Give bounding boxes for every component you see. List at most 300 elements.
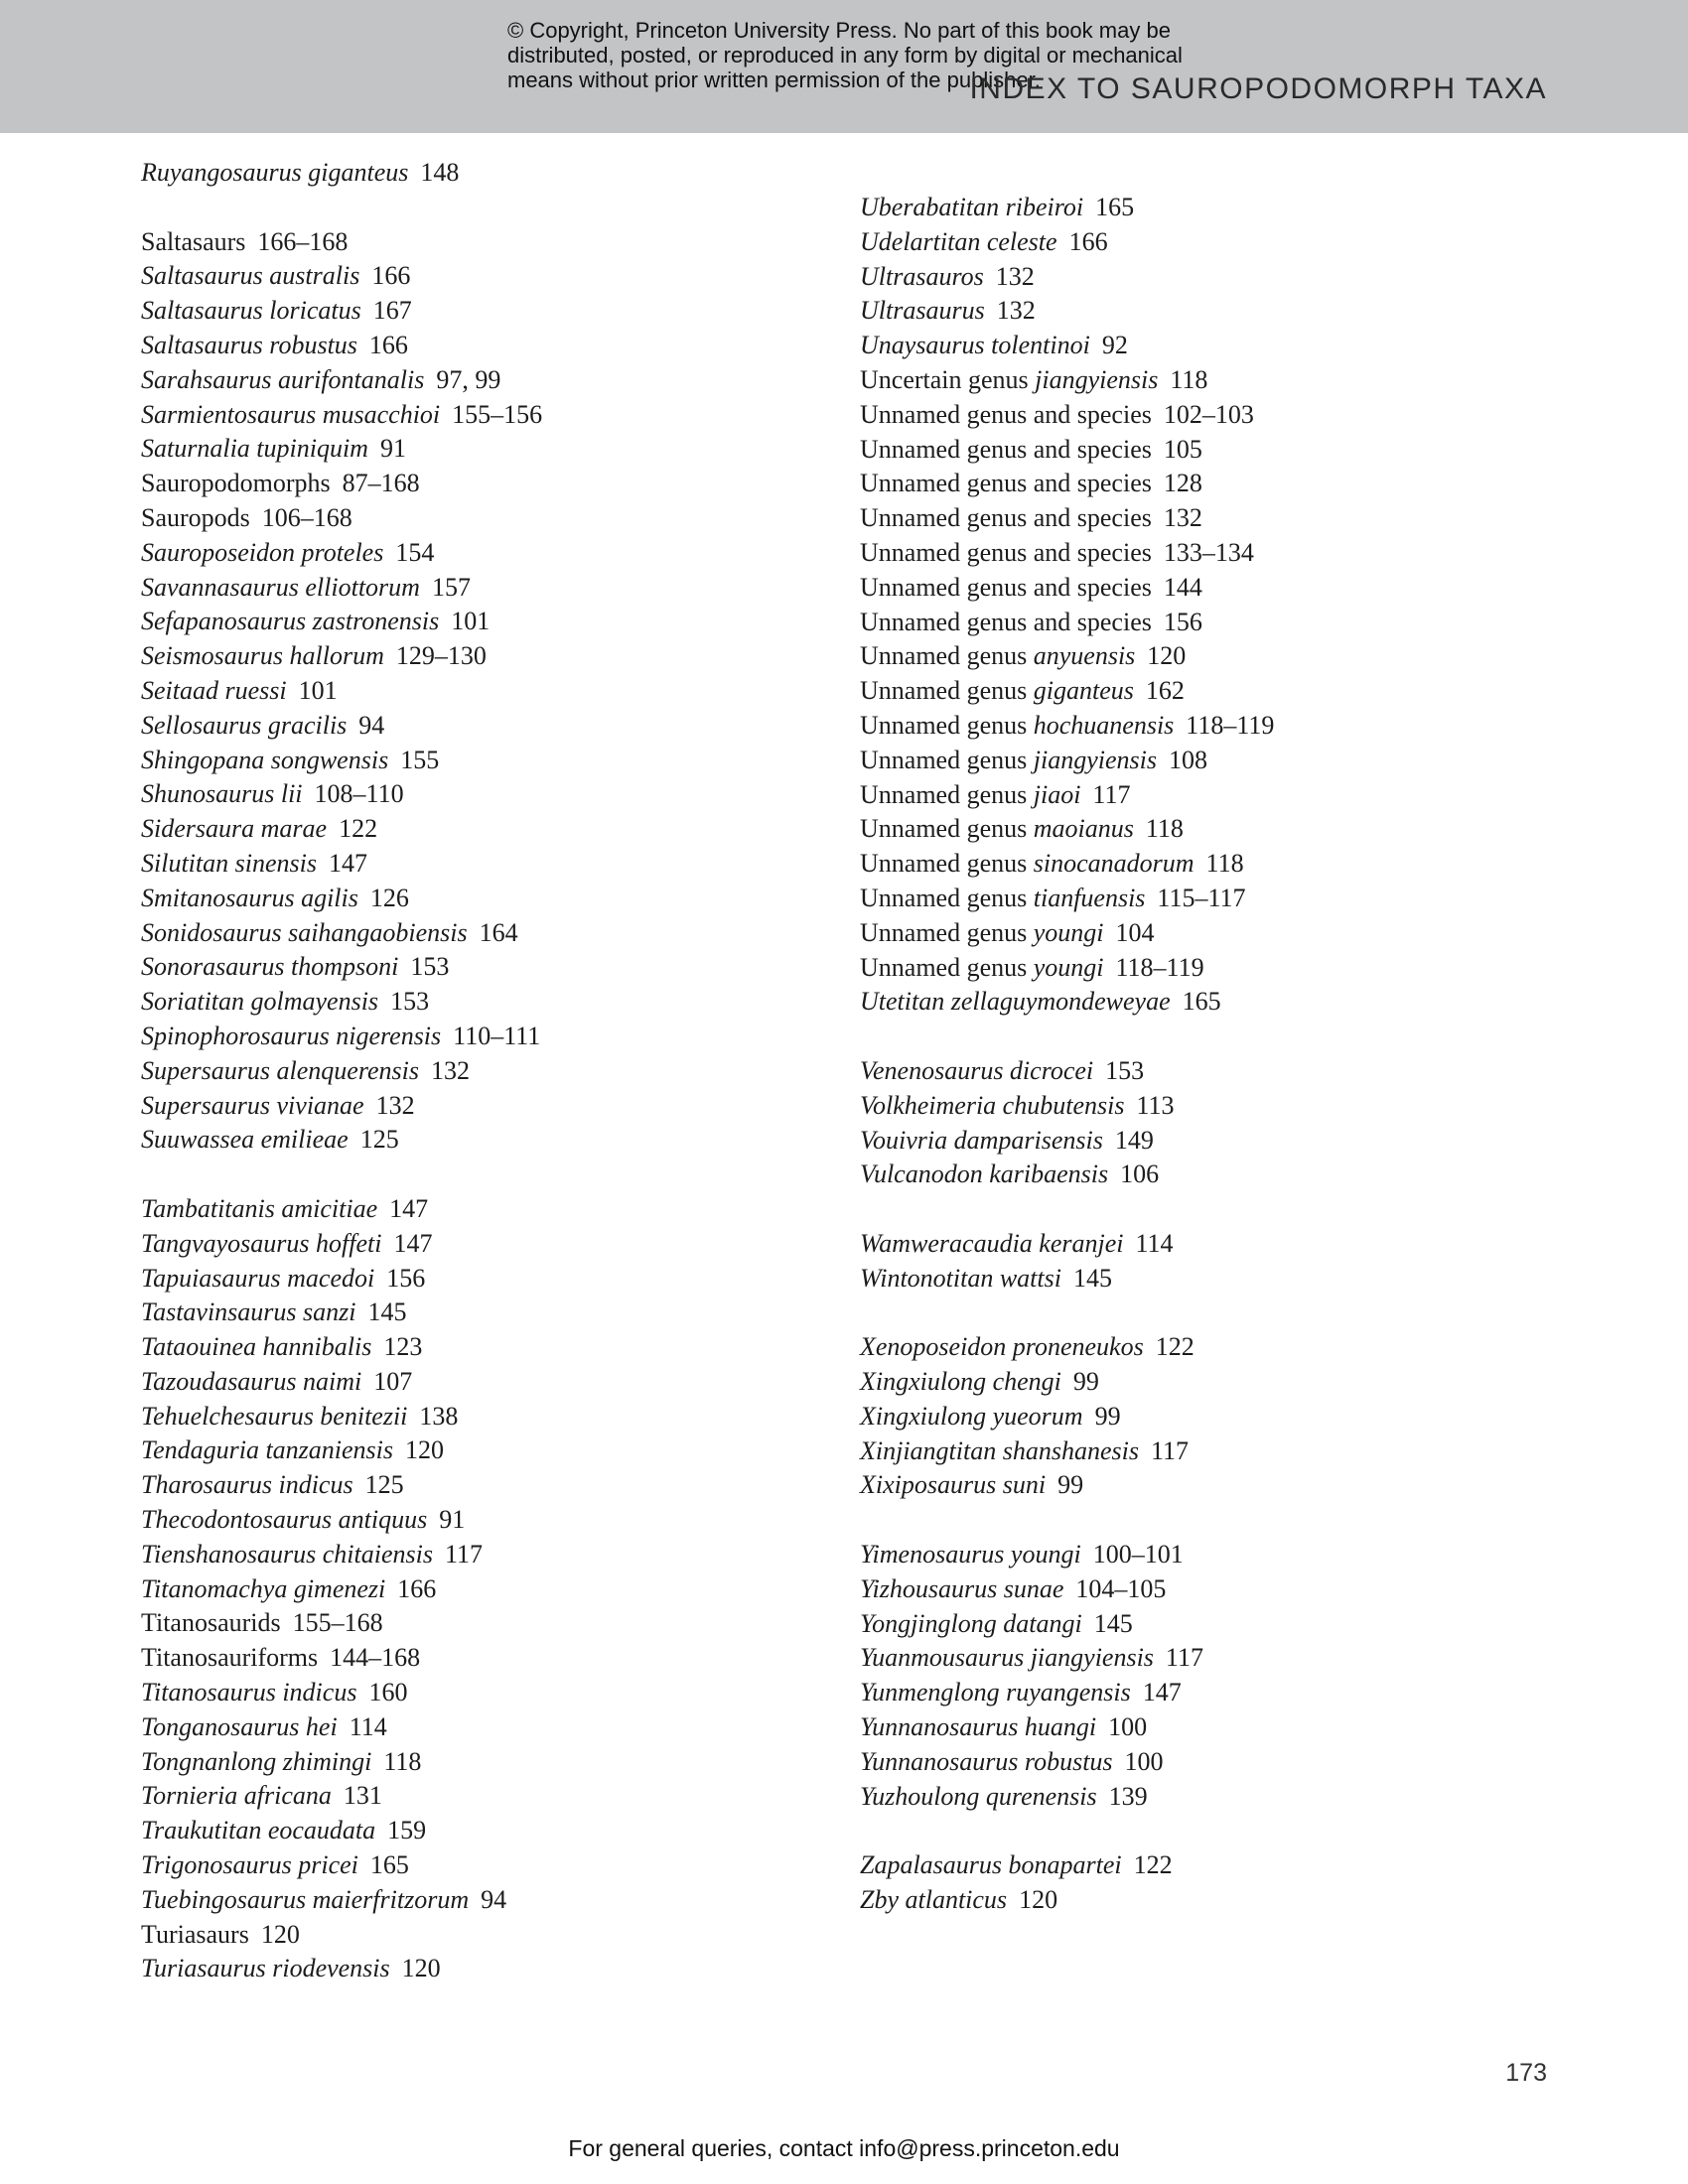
page-reference: 117 (444, 1539, 484, 1569)
page-reference: 104 (1115, 917, 1155, 947)
page-reference: 147 (393, 1228, 433, 1258)
taxon-name: Sauropodomorphs (141, 469, 331, 498)
taxon-name: Tharosaurus indicus (141, 1470, 353, 1500)
index-entry (860, 1745, 1535, 1780)
page-reference: 118 (1205, 849, 1244, 879)
index-entry (141, 1227, 816, 1262)
taxon-name: Sauropods (141, 502, 250, 532)
taxon-name: Wintonotitan wattsi (860, 1263, 1061, 1293)
index-entry (860, 985, 1535, 1020)
page-reference: 118–119 (1186, 710, 1275, 740)
index-entry (860, 501, 1535, 536)
index-entry (141, 1745, 816, 1780)
page-reference: 120 (260, 1919, 300, 1949)
index-entry (860, 709, 1535, 744)
taxon-name: Tendaguria tanzaniensis (141, 1435, 394, 1465)
index-entry (141, 294, 816, 329)
copyright-banner (0, 0, 1688, 133)
taxon-name: youngi (1033, 952, 1104, 982)
page-reference: 126 (369, 883, 409, 912)
taxon-name: Yuzhoulong qurenensis (860, 1781, 1097, 1811)
page-reference: 132 (996, 296, 1036, 326)
page-reference: 117 (1150, 1435, 1190, 1465)
taxon-name: Titanomachya gimenezi (141, 1573, 386, 1603)
taxon-name: Unnamed genus and species (860, 572, 1152, 602)
index-entry (141, 1606, 816, 1641)
page-reference: 120 (1147, 641, 1187, 671)
index-entry (860, 951, 1535, 986)
index-entry (860, 916, 1535, 951)
index-entry (141, 1710, 816, 1745)
page-reference: 149 (1114, 1125, 1154, 1155)
taxon-name: Unnamed genus and species (860, 469, 1152, 498)
index-entry (860, 363, 1535, 398)
page-reference: 145 (367, 1297, 407, 1327)
taxon-name: Yimenosaurus youngi (860, 1540, 1081, 1570)
index-entry (141, 1952, 816, 1986)
index-entry (860, 1641, 1535, 1676)
page-reference: 138 (419, 1401, 459, 1431)
index-entry (860, 1262, 1535, 1297)
page-reference: 99 (1094, 1401, 1121, 1431)
taxon-name: Xenoposeidon proneneukos (860, 1332, 1144, 1362)
index-entry (141, 1883, 816, 1918)
index-entry (860, 674, 1535, 709)
index-entry (141, 777, 816, 812)
index-entry (141, 1330, 816, 1365)
index-entry (141, 639, 816, 674)
taxon-name: Ultrasauros (860, 261, 984, 291)
taxon-name: Titanosaurus indicus (141, 1678, 357, 1707)
index-entry (860, 1538, 1535, 1572)
taxon-name: giganteus (1033, 676, 1134, 706)
index-entry (860, 571, 1535, 606)
page-reference: 117 (1092, 779, 1131, 809)
taxon-name: Yunmenglong ruyangensis (860, 1678, 1131, 1707)
index-entry (860, 225, 1535, 260)
index-entry (141, 985, 816, 1020)
page-reference: 165 (1182, 987, 1221, 1017)
page-reference: 153 (390, 987, 430, 1017)
taxon-name: Uberabatitan ribeiroi (860, 193, 1084, 221)
index-entry (141, 1468, 816, 1503)
taxon-name: Titanosaurids (141, 1608, 281, 1638)
page-reference: 92 (1101, 331, 1128, 360)
taxon-name: Tuebingosaurus maierfritzorum (141, 1884, 470, 1914)
taxon-name: Vulcanodon karibaensis (860, 1160, 1109, 1189)
taxon-name: tianfuensis (1033, 883, 1146, 912)
page-reference: 160 (368, 1678, 408, 1707)
index-entry (860, 329, 1535, 363)
page-reference: 145 (1093, 1608, 1133, 1638)
page-reference: 118 (1170, 364, 1208, 394)
taxon-name: Soriatitan golmayensis (141, 987, 379, 1017)
index-entry (860, 1676, 1535, 1710)
index-entry (860, 1572, 1535, 1607)
index-entry (860, 260, 1535, 295)
index-entry (141, 674, 816, 709)
taxon-name: Wamweracaudia keranjei (860, 1228, 1124, 1258)
index-entry (141, 536, 816, 571)
page-reference: 155 (400, 745, 440, 774)
page-reference: 117 (1165, 1643, 1203, 1673)
page-reference: 105 (1163, 434, 1202, 464)
taxon-name: Shunosaurus lii (141, 779, 303, 809)
page-reference: 132 (430, 1055, 470, 1085)
taxon-name: Sellosaurus gracilis (141, 710, 348, 740)
index-entry (141, 605, 816, 639)
taxon-name: Zapalasaurus bonapartei (860, 1850, 1122, 1880)
taxon-name: Ultrasaurus (860, 296, 985, 326)
taxon-name: Sarahsaurus aurifontanalis (141, 364, 425, 394)
taxon-name: Tienshanosaurus chitaiensis (141, 1539, 433, 1569)
taxon-name: Tehuelchesaurus benitezii (141, 1401, 408, 1431)
index-entry (860, 882, 1535, 916)
taxon-name: Sauroposeidon proteles (141, 537, 384, 567)
page-reference: 166 (371, 261, 411, 291)
taxon-name: Sidersaura marae (141, 814, 328, 844)
page-reference: 147 (328, 848, 367, 878)
taxon-name: Unnamed genus (860, 849, 1034, 879)
index-entry (141, 1814, 816, 1848)
page-reference: 166–168 (257, 226, 349, 256)
taxon-name: Volkheimeria chubutensis (860, 1090, 1125, 1120)
page-reference: 114 (349, 1711, 387, 1741)
index-entry (141, 1918, 816, 1953)
index-entry (860, 1365, 1535, 1400)
taxon-name: Seismosaurus hallorum (141, 641, 384, 671)
taxon-name: Sonorasaurus thompsoni (141, 952, 399, 982)
taxon-name: Tongnanlong zhimingi (141, 1746, 372, 1776)
index-entry (141, 950, 816, 985)
page-reference: 166 (397, 1573, 437, 1603)
taxon-name: Titanosauriforms (141, 1643, 319, 1673)
index-entry (860, 1710, 1535, 1745)
taxon-name: Sarmientosaurus musacchioi (141, 399, 441, 429)
taxon-name: maoianus (1033, 814, 1134, 844)
taxon-name: Saltasaurs (141, 226, 246, 256)
taxon-name: Unnamed genus (860, 779, 1034, 809)
taxon-name: Sonidosaurus saihangaobiensis (141, 917, 468, 947)
page-reference: 101 (298, 675, 338, 705)
taxon-name: Tazoudasaurus naimi (141, 1366, 362, 1396)
taxon-name: Turiasaurs (141, 1919, 249, 1949)
index-entry (141, 571, 816, 606)
taxon-name: Udelartitan celeste (860, 226, 1057, 256)
index-entry (860, 1227, 1535, 1262)
taxon-name: Xingxiulong chengi (860, 1367, 1061, 1397)
page-reference: 129–130 (395, 641, 487, 671)
index-entry (141, 1365, 816, 1400)
index-entry (141, 1676, 816, 1710)
index-entry (141, 363, 816, 398)
taxon-name: Saltasaurus robustus (141, 330, 357, 359)
taxon-name: Unnamed genus (860, 641, 1034, 671)
page-reference: 133–134 (1163, 537, 1254, 567)
index-entry (141, 1779, 816, 1814)
index-entry (860, 1848, 1535, 1883)
index-entry (141, 1848, 816, 1883)
page-reference: 166 (368, 330, 408, 359)
index-entry (860, 1780, 1535, 1815)
taxon-name: Unnamed genus and species (860, 399, 1152, 429)
index-entry (141, 1192, 816, 1227)
index-entry (141, 744, 816, 778)
index-entry (860, 536, 1535, 571)
taxon-name: Saltasaurus australis (141, 261, 360, 291)
index-entry (860, 398, 1535, 433)
page-reference: 120 (1019, 1885, 1058, 1915)
page-reference: 159 (387, 1816, 427, 1845)
page-reference: 99 (1057, 1470, 1084, 1500)
taxon-name: Silutitan sinensis (141, 848, 317, 878)
page-reference: 102–103 (1163, 399, 1254, 429)
taxon-name: sinocanadorum (1033, 849, 1195, 879)
taxon-name: Tangvayosaurus hoffeti (141, 1228, 382, 1258)
index-entry (860, 1158, 1535, 1192)
taxon-name: Utetitan zellaguymondeweyae (860, 987, 1171, 1017)
index-entry (141, 1262, 816, 1297)
page-reference: 87–168 (342, 469, 420, 498)
page-reference: 131 (343, 1781, 382, 1811)
index-entry (860, 1883, 1535, 1918)
copyright-line: © Copyright, Princeton University Press. No part of this book may be (507, 18, 1171, 43)
index-entry (141, 398, 816, 433)
index-entry (141, 156, 816, 191)
page-reference: 145 (1072, 1263, 1112, 1293)
index-entry (141, 259, 816, 294)
page-reference: 114 (1135, 1228, 1174, 1258)
index-entry (141, 1400, 816, 1434)
page-reference: 108 (1168, 745, 1207, 774)
page-reference: 153 (410, 952, 450, 982)
index-entry (860, 1089, 1535, 1124)
page-reference: 153 (1105, 1055, 1145, 1085)
index-entry (860, 294, 1535, 329)
taxon-name: Unnamed genus (860, 676, 1034, 706)
taxon-name: Unnamed genus (860, 952, 1034, 982)
taxon-name: Tapuiasaurus macedoi (141, 1263, 375, 1293)
page-reference: 156 (386, 1263, 426, 1293)
taxon-name: hochuanensis (1033, 710, 1175, 740)
index-entry (141, 709, 816, 744)
taxon-name: Ruyangosaurus giganteus (141, 158, 409, 187)
page-reference: 107 (373, 1366, 413, 1396)
taxon-name: Tornieria africana (141, 1781, 332, 1811)
page-reference: 118–119 (1115, 952, 1204, 982)
taxon-name: anyuensis (1033, 641, 1136, 671)
taxon-name: Xingxiulong yueorum (860, 1401, 1083, 1431)
page-reference: 144 (1163, 572, 1202, 602)
taxon-name: Tataouinea hannibalis (141, 1332, 372, 1362)
taxon-name: Traukutitan eocaudata (141, 1816, 376, 1845)
page-reference: 106–168 (261, 502, 352, 532)
page-reference: 128 (1163, 469, 1202, 498)
page-reference: 120 (405, 1435, 445, 1465)
taxon-name: Yunnanosaurus huangi (860, 1712, 1097, 1742)
index-column-right (860, 191, 1535, 1918)
taxon-name: Saltasaurus loricatus (141, 296, 361, 326)
taxon-name: Suuwassea emilieae (141, 1125, 349, 1155)
index-entry (141, 329, 816, 363)
page-reference: 106 (1120, 1160, 1160, 1189)
index-entry (860, 606, 1535, 640)
page-reference: 147 (1142, 1678, 1182, 1707)
page-reference: 100 (1108, 1712, 1148, 1742)
page-reference: 166 (1068, 226, 1108, 256)
page-reference: 91 (379, 434, 406, 464)
taxon-name: Unaysaurus tolentinoi (860, 331, 1090, 360)
page-reference: 120 (401, 1954, 441, 1983)
index-entry (860, 1607, 1535, 1642)
page-reference: 118 (1145, 814, 1184, 844)
page-reference: 94 (358, 710, 385, 740)
page-reference: 122 (1155, 1332, 1195, 1362)
copyright-line: distributed, posted, or reproduced in any form by digital or mechanical (507, 43, 1183, 68)
page-reference: 144–168 (330, 1643, 421, 1673)
page-reference: 162 (1145, 676, 1185, 706)
index-entry (141, 1572, 816, 1607)
page-reference: 155–168 (292, 1608, 383, 1638)
page-reference: 165 (1095, 193, 1135, 221)
index-entry (141, 1538, 816, 1572)
page-number: 173 (1505, 2059, 1547, 2087)
page-reference: 122 (339, 814, 378, 844)
taxon-name: Unnamed genus and species (860, 503, 1152, 533)
taxon-name: Venenosaurus dicrocei (860, 1055, 1094, 1085)
taxon-name: Tambatitanis amicitiae (141, 1193, 378, 1223)
index-entry (860, 1054, 1535, 1089)
page-reference: 94 (481, 1884, 507, 1914)
page-reference: 147 (389, 1193, 429, 1223)
taxon-name: Savannasaurus elliottorum (141, 572, 420, 602)
page-reference: 132 (995, 261, 1035, 291)
page-reference: 132 (375, 1090, 415, 1120)
page-reference: 125 (359, 1125, 399, 1155)
taxon-name: Vouivria damparisensis (860, 1125, 1103, 1155)
taxon-name: Unnamed genus and species (860, 607, 1152, 636)
taxon-name: Unnamed genus (860, 814, 1034, 844)
taxon-name: Yizhousaurus sunae (860, 1573, 1064, 1603)
index-entry (860, 1400, 1535, 1434)
page-reference: 100–101 (1092, 1540, 1184, 1570)
taxon-name: Saturnalia tupiniquim (141, 434, 368, 464)
page-reference: 148 (420, 158, 460, 187)
index-entry (141, 1503, 816, 1538)
index-entry (141, 916, 816, 951)
index-entry (141, 1296, 816, 1330)
taxon-name: Xixiposaurus suni (860, 1470, 1047, 1500)
taxon-name: jiangyiensis (1033, 745, 1157, 774)
taxon-name: Xinjiangtitan shanshanesis (860, 1435, 1139, 1465)
index-column-left (141, 156, 816, 1986)
index-entry (141, 847, 816, 882)
index-entry (141, 1123, 816, 1158)
index-entry (860, 1330, 1535, 1365)
taxon-name: jiaoi (1033, 779, 1081, 809)
index-entry (860, 191, 1535, 225)
taxon-name: jiangyiensis (1035, 364, 1159, 394)
index-entry (860, 812, 1535, 847)
taxon-name: Shingopana songwensis (141, 745, 389, 774)
taxon-name: Unnamed genus and species (860, 434, 1152, 464)
index-entry (141, 225, 816, 260)
page-reference: 155–156 (452, 399, 543, 429)
taxon-name: Tonganosaurus hei (141, 1711, 338, 1741)
page-reference: 156 (1163, 607, 1202, 636)
index-entry (141, 882, 816, 916)
taxon-name: Turiasaurus riodevensis (141, 1954, 390, 1983)
page-reference: 110–111 (453, 1021, 541, 1050)
index-entry (141, 467, 816, 501)
page-reference: 108–110 (314, 779, 404, 809)
taxon-name: Sefapanosaurus zastronensis (141, 607, 440, 636)
page-reference: 125 (364, 1470, 404, 1500)
index-entry (141, 1089, 816, 1124)
taxon-name: Trigonosaurus pricei (141, 1850, 358, 1880)
page-reference: 91 (439, 1505, 466, 1535)
page-reference: 100 (1124, 1746, 1164, 1776)
taxon-name: Unnamed genus and species (860, 537, 1152, 567)
taxon-name: Yuanmousaurus jiangyiensis (860, 1643, 1154, 1673)
taxon-name: Seitaad ruessi (141, 675, 287, 705)
taxon-name: Uncertain genus (860, 364, 1036, 394)
index-entry (860, 1468, 1535, 1503)
taxon-name: Unnamed genus (860, 710, 1034, 740)
page-reference: 132 (1163, 503, 1202, 533)
page-reference: 97, 99 (436, 364, 501, 394)
page-reference: 115–117 (1157, 883, 1246, 912)
index-entry (860, 433, 1535, 468)
running-head: INDEX TO SAUROPODOMORPH TAXA (969, 72, 1547, 105)
index-entry (860, 639, 1535, 674)
taxon-name: Tastavinsaurus sanzi (141, 1297, 356, 1327)
taxon-name: Thecodontosaurus antiquus (141, 1505, 428, 1535)
page-reference: 157 (431, 572, 471, 602)
page-reference: 118 (383, 1746, 422, 1776)
taxon-name: Zby atlanticus (860, 1885, 1008, 1915)
taxon-name: Unnamed genus (860, 883, 1034, 912)
page-reference: 167 (372, 296, 412, 326)
page-reference: 165 (369, 1850, 409, 1880)
page-reference: 123 (383, 1332, 423, 1362)
index-entry (141, 1641, 816, 1676)
copyright-line: means without prior written permission of the publisher. (507, 68, 1041, 92)
taxon-name: Unnamed genus (860, 745, 1034, 774)
index-entry (860, 847, 1535, 882)
page-reference: 99 (1072, 1367, 1099, 1397)
index-entry (141, 1433, 816, 1468)
page-reference: 164 (479, 917, 518, 947)
taxon-name: Spinophorosaurus nigerensis (141, 1021, 442, 1050)
taxon-name: Unnamed genus (860, 917, 1034, 947)
index-entry (141, 432, 816, 467)
footer-contact: For general queries, contact info@press.princeton.edu (568, 2135, 1120, 2161)
index-entry (141, 1020, 816, 1054)
index-entry (860, 778, 1535, 813)
index-entry (860, 1434, 1535, 1469)
page-reference: 113 (1136, 1090, 1175, 1120)
taxon-name: Smitanosaurus agilis (141, 883, 358, 912)
page-reference: 139 (1108, 1781, 1148, 1811)
page-reference: 104–105 (1075, 1573, 1167, 1603)
page-reference: 154 (395, 537, 435, 567)
taxon-name: Supersaurus vivianae (141, 1090, 364, 1120)
taxon-name: Yongjinglong datangi (860, 1608, 1082, 1638)
taxon-name: Yunnanosaurus robustus (860, 1746, 1113, 1776)
index-entry (860, 1124, 1535, 1159)
page-reference: 101 (451, 607, 491, 636)
